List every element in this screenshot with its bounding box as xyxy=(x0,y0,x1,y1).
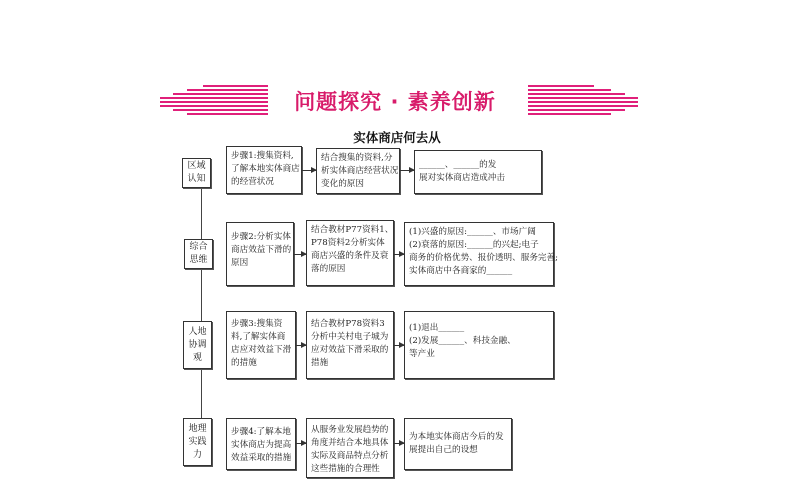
section-banner xyxy=(160,85,638,119)
text-line: (1)兴盛的原因:______、市场广阔 xyxy=(409,227,536,237)
banner-stripes-right xyxy=(528,85,638,119)
row1-conclusion-box xyxy=(414,150,542,194)
text-line: 措施 xyxy=(311,358,329,368)
text-line: 料,了解实体商 xyxy=(231,332,286,342)
row2-step-box xyxy=(226,222,294,286)
row1-step-box xyxy=(226,146,302,194)
row4-analysis-box xyxy=(306,418,394,478)
row-label-text: 综合思维 xyxy=(189,242,208,265)
text-line: 的经营状况 xyxy=(231,177,274,187)
text-line: (2)发展______、科技金融、 xyxy=(409,336,516,346)
row3-conclusion-box xyxy=(404,311,554,379)
arrow xyxy=(302,170,316,171)
arrow xyxy=(400,170,414,171)
row4-step-box xyxy=(226,418,296,470)
text-line: 析实体商店经营状况 xyxy=(321,166,399,176)
text-line: 角度并结合本地具体 xyxy=(311,438,389,448)
row-label-text: 地理实践力 xyxy=(188,423,207,460)
text-line: 结合搜集的资料,分 xyxy=(321,153,393,163)
arrow xyxy=(296,345,306,346)
text-line: 变化的原因 xyxy=(321,179,364,189)
text-line: 展对实体商店造成冲击 xyxy=(419,173,505,183)
row1-analysis-box xyxy=(316,148,400,194)
banner-stripes-left xyxy=(160,85,268,119)
text-line: 结合教材P77资料1、 xyxy=(311,225,394,235)
text-line: 分析中关村电子城为 xyxy=(311,332,389,342)
label-integrated-thinking xyxy=(184,239,213,269)
text-line: 从服务业发展趋势的 xyxy=(311,425,389,435)
text-line: 为本地实体商店今后的发 xyxy=(409,432,504,442)
text-line: 实体商店为提高 xyxy=(231,440,292,450)
text-line: 商务的价格优势、报价透明、服务完善; xyxy=(409,253,558,263)
text-line: 了解本地实体商店 xyxy=(231,164,300,174)
label-geographic-practice xyxy=(183,418,212,466)
row3-analysis-box xyxy=(306,311,394,379)
text-line: 实际及商品特点分析 xyxy=(311,451,389,461)
row3-step-box xyxy=(226,311,296,379)
arrow xyxy=(394,443,404,444)
text-line: 原因 xyxy=(231,258,249,268)
text-line: 应对效益下滑采取的 xyxy=(311,345,389,355)
row2-conclusion-box xyxy=(404,222,558,286)
diagram-title: 实体商店何去从 xyxy=(353,130,441,145)
label-regional-cognition xyxy=(182,158,211,188)
text-line: 的措施 xyxy=(231,358,257,368)
text-line: 结合教材P78资料3 xyxy=(311,319,385,329)
text-line: (1)退出______ xyxy=(409,323,465,333)
text-line: 步骤4:了解本地 xyxy=(231,427,291,437)
text-line: 等产业 xyxy=(409,349,435,359)
text-line: 效益采取的措施 xyxy=(231,453,292,463)
text-line: 实体商店中各商家的______ xyxy=(409,266,513,276)
text-line: 店应对效益下滑 xyxy=(231,345,292,355)
text-line: 步骤3:搜集资 xyxy=(231,319,283,329)
text-line: P78资料2分析实体 xyxy=(311,238,385,248)
label-connector-line xyxy=(201,186,202,419)
text-line: 步骤1:搜集资料, xyxy=(231,151,294,161)
row2-analysis-box xyxy=(306,220,394,286)
arrow xyxy=(294,254,306,255)
text-line: 步骤2:分析实体 xyxy=(231,232,291,242)
row4-conclusion-box xyxy=(404,418,512,470)
text-line: 商店兴盛的条件及衰 xyxy=(311,251,389,261)
arrow xyxy=(394,345,404,346)
row-label-text: 人地协调观 xyxy=(188,326,207,363)
text-line: 商店效益下滑的 xyxy=(231,245,292,255)
label-human-earth-harmony xyxy=(183,321,212,369)
row-label-text: 区域认知 xyxy=(187,161,206,184)
arrow xyxy=(394,254,404,255)
text-line: 这些措施的合理性 xyxy=(311,464,380,474)
banner-title: 问题探究 · 素养创新 xyxy=(294,90,496,114)
text-line: 展提出自己的设想 xyxy=(409,445,478,455)
arrow xyxy=(296,443,306,444)
text-line: 落的原因 xyxy=(311,264,346,274)
text-line: (2)衰落的原因:______的兴起;电子 xyxy=(409,240,539,250)
text-line: ______、______的发 xyxy=(419,160,497,170)
